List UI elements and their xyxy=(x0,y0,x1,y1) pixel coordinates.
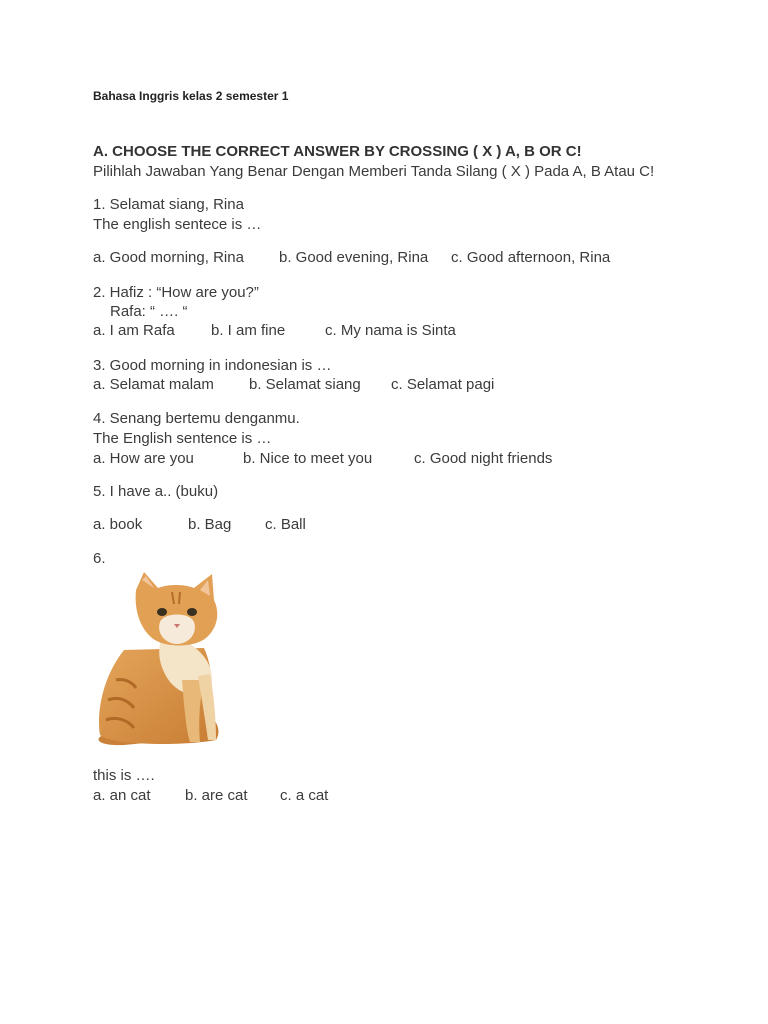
question-5-option-a[interactable]: a. book xyxy=(93,516,143,533)
document-title: Bahasa Inggris kelas 2 semester 1 xyxy=(93,89,289,103)
question-5-option-b[interactable]: b. Bag xyxy=(188,516,232,533)
question-1-option-b[interactable]: b. Good evening, Rina xyxy=(279,249,429,266)
question-4-subprompt: The English sentence is … xyxy=(93,430,272,447)
question-1-prompt: 1. Selamat siang, Rina xyxy=(93,196,244,213)
question-2-prompt: 2. Hafiz : “How are you?” xyxy=(93,284,259,301)
question-1-option-c[interactable]: c. Good afternoon, Rina xyxy=(451,249,611,266)
question-3-prompt: 3. Good morning in indonesian is … xyxy=(93,357,332,374)
question-6-option-a[interactable]: a. an cat xyxy=(93,787,151,804)
question-2-option-b[interactable]: b. I am fine xyxy=(211,322,286,339)
section-heading: A. CHOOSE THE CORRECT ANSWER BY CROSSING ( X ) A, B OR C! xyxy=(93,143,582,160)
question-6-subprompt: this is …. xyxy=(93,767,155,784)
question-4-option-c[interactable]: c. Good night friends xyxy=(414,450,553,467)
question-3-option-a[interactable]: a. Selamat malam xyxy=(93,376,214,393)
question-2-subprompt: Rafa: “ …. “ xyxy=(110,303,188,320)
question-4-prompt: 4. Senang bertemu denganmu. xyxy=(93,410,300,427)
question-6-option-b[interactable]: b. are cat xyxy=(185,787,248,804)
question-1-subprompt: The english sentece is … xyxy=(93,216,262,233)
question-1-option-a[interactable]: a. Good morning, Rina xyxy=(93,249,244,266)
question-2-option-a[interactable]: a. I am Rafa xyxy=(93,322,175,339)
cat-illustration-icon xyxy=(94,570,224,748)
question-2-option-c[interactable]: c. My nama is Sinta xyxy=(325,322,456,339)
section-instruction: Pilihlah Jawaban Yang Benar Dengan Memberi Tanda Silang ( X ) Pada A, B Atau C! xyxy=(93,163,655,180)
question-3-option-c[interactable]: c. Selamat pagi xyxy=(391,376,495,393)
question-4-option-b[interactable]: b. Nice to meet you xyxy=(243,450,373,467)
question-3-option-b[interactable]: b. Selamat siang xyxy=(249,376,361,393)
question-4-option-a[interactable]: a. How are you xyxy=(93,450,194,467)
question-5-prompt: 5. I have a.. (buku) xyxy=(93,483,219,500)
question-5-option-c[interactable]: c. Ball xyxy=(265,516,306,533)
question-6-option-c[interactable]: c. a cat xyxy=(280,787,329,804)
question-6-prompt: 6. xyxy=(93,550,106,567)
